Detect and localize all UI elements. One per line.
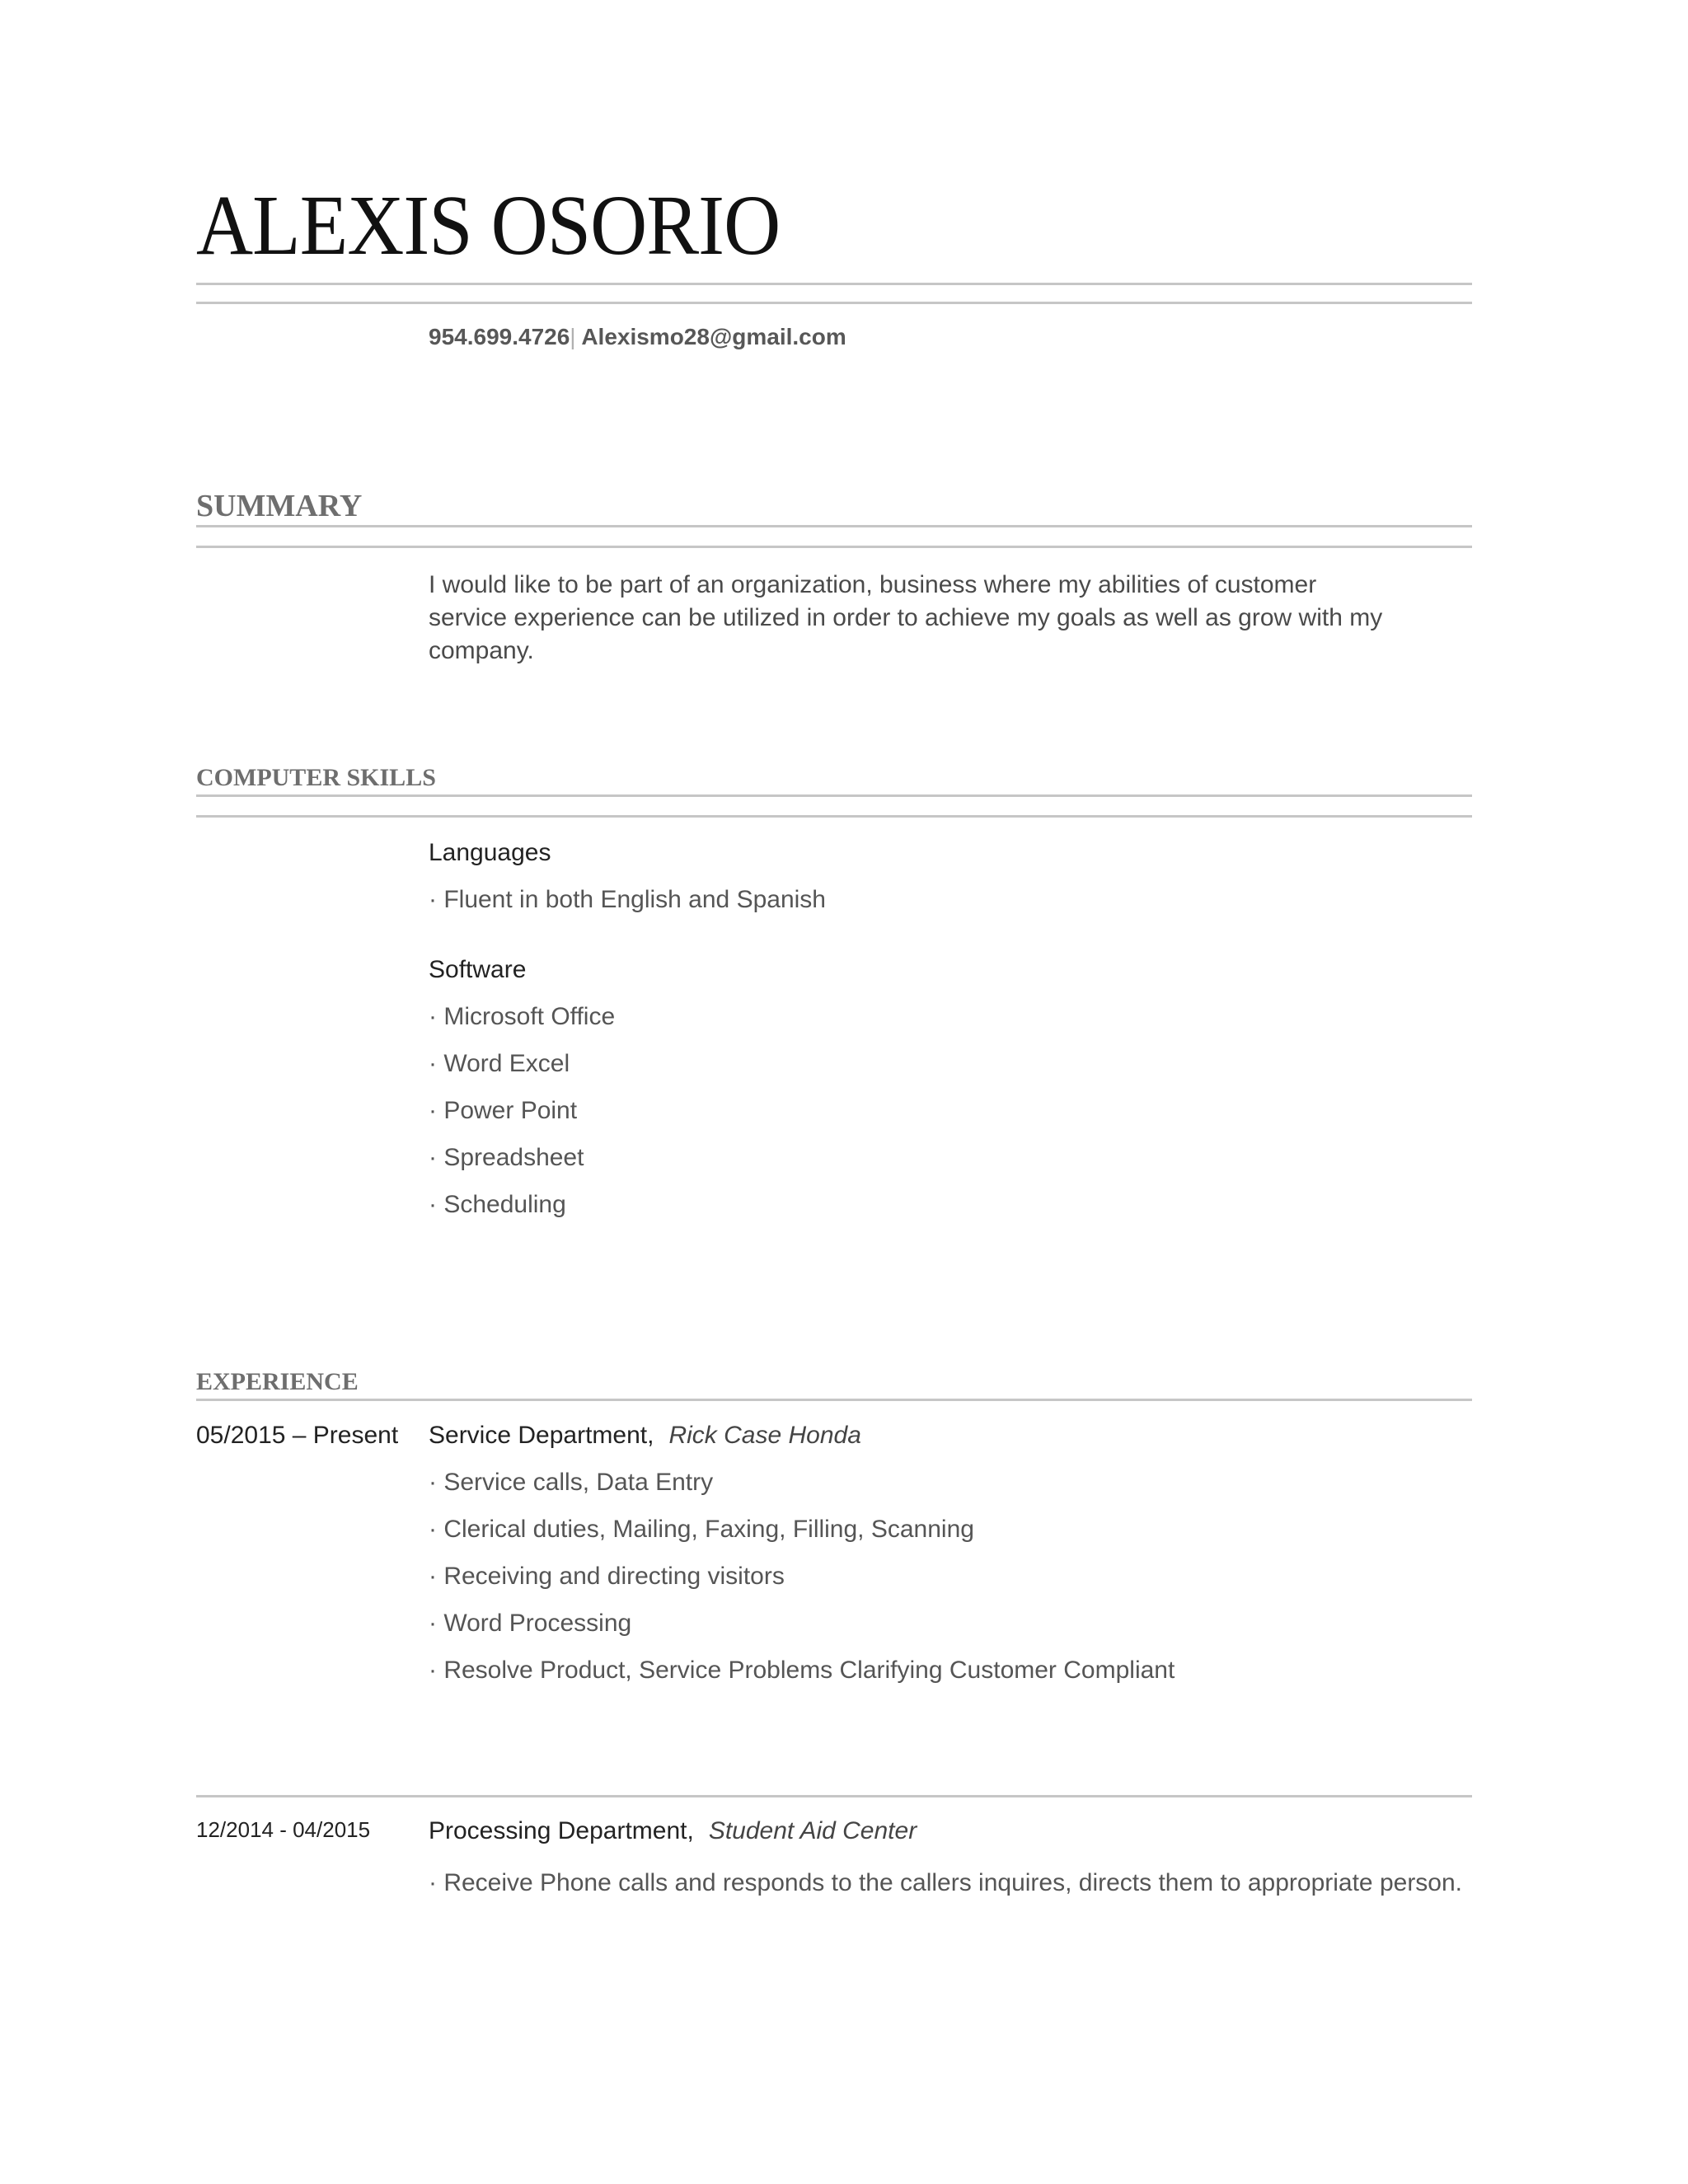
job-duty: · Receiving and directing visitors [429,1563,785,1590]
software-item: · Spreadsheet [429,1144,584,1171]
summary-divider-top [196,525,1472,527]
contact-line [429,324,846,350]
job-duty: · Word Processing [429,1610,632,1637]
software-item: · Scheduling [429,1191,566,1218]
job-department: Service Department, [429,1422,654,1449]
languages-label: Languages [429,839,551,866]
skills-divider-bottom [196,815,1472,818]
language-item: · Fluent in both English and Spanish [429,886,826,913]
job-duty: · Clerical duties, Mailing, Faxing, Filling, Scanning [429,1516,974,1543]
header-divider-top [196,283,1472,285]
skills-divider-top [196,794,1472,797]
computer-skills-heading: COMPUTER SKILLS [196,764,436,791]
job-title-line [429,1817,917,1845]
job-duty: · Resolve Product, Service Problems Clarifying Customer Compliant [429,1657,1175,1684]
header-divider-bottom [196,302,1472,304]
software-label: Software [429,956,527,983]
software-item: · Microsoft Office [429,1003,616,1030]
job-duty: · Receive Phone calls and responds to the callers inquires, directs them to appropriate person. [429,1869,1463,1896]
job-divider [196,1795,1472,1797]
phone-number: 954.699.4726 [429,324,570,349]
job-dates: 12/2014 - 04/2015 [196,1817,371,1842]
job-company: Rick Case Honda [668,1422,861,1449]
summary-text: I would like to be part of an organization, business where my abilities of customer service experience can be utilized in order to achieve my goals as well as grow with my company. [429,571,1383,664]
job-title-line [429,1422,861,1450]
software-item: · Power Point [429,1097,578,1124]
experience-heading: EXPERIENCE [196,1368,359,1395]
job-dates: 05/2015 – Present [196,1422,399,1449]
job-department: Processing Department, [429,1817,694,1844]
email-address: Alexismo28@gmail.com [581,324,846,349]
job-company: Student Aid Center [708,1817,917,1844]
summary-divider-bottom [196,546,1472,548]
candidate-name: ALEXIS OSORIO [196,178,781,273]
software-item: · Word Excel [429,1050,570,1077]
experience-divider [196,1399,1472,1401]
contact-separator: | [570,324,576,349]
job-duty: · Service calls, Data Entry [429,1469,714,1496]
summary-heading: SUMMARY [196,489,363,523]
